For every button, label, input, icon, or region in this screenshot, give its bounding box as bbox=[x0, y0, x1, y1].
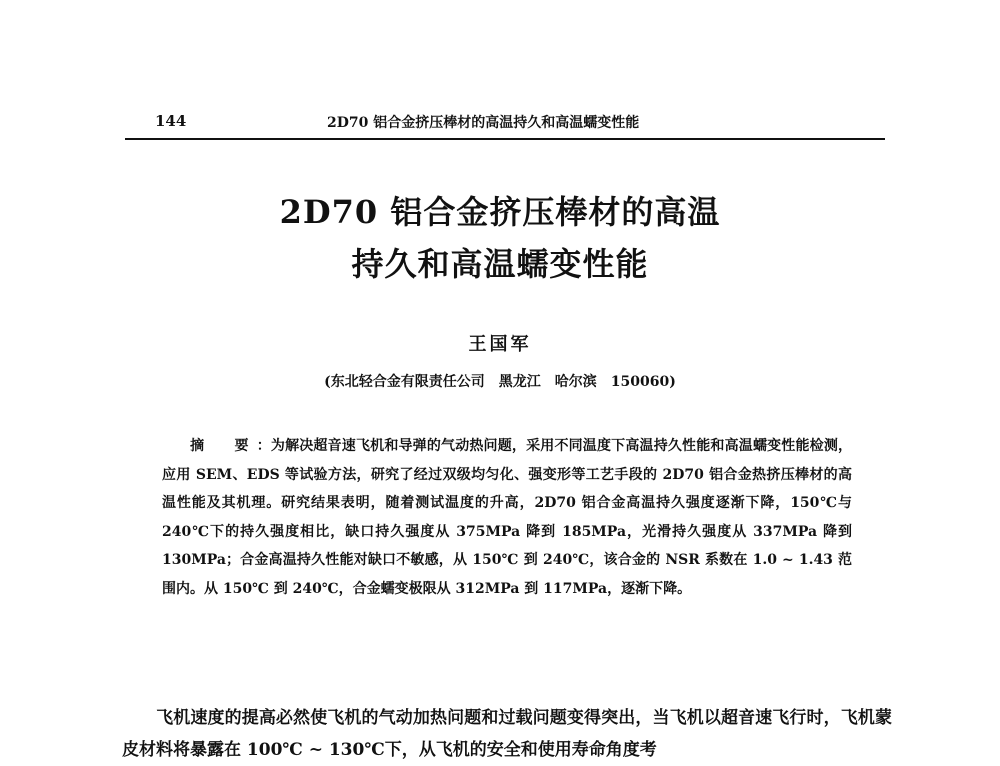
body-paragraph bbox=[122, 702, 892, 766]
title-line-1: 2D70 铝合金挤压棒材的高温 bbox=[279, 193, 721, 231]
body-paragraph-text: 飞机速度的提高必然使飞机的气动加热问题和过载问题变得突出，当飞机以超音速飞行时，飞机蒙皮材料将暴露在 100℃ ~ 130℃下，从飞机的安全和使用寿命角度考 bbox=[122, 708, 892, 760]
title-line-2: 持久和高温蠕变性能 bbox=[351, 245, 649, 283]
author-name: 王国军 bbox=[468, 334, 532, 355]
author-affiliation: (东北轻合金有限责任公司 黑龙江 哈尔滨 150060) bbox=[324, 374, 676, 390]
paper-title bbox=[0, 186, 1000, 290]
header-rule bbox=[125, 138, 885, 140]
page-number: 144 bbox=[155, 112, 187, 130]
abstract-text: ：为解决超音速飞机和导弹的气动热问题，采用不同温度下高温持久性能和高温蠕变性能检测，应用 SEM、EDS 等试验方法，研究了经过双级均匀化、强变形等工艺手段的 2D70 铝合金热挤压棒材的高温性能及其机理。研究结果表明，随着测试温度的升高，2D70 铝合金高温持久强度逐渐下降，150℃与 240℃下的持久强度相比，缺口持久强度从 375MPa 降到 185MPa，光滑持久强度从 337MPa 降到 130MPa；合金高温持久性能对缺口不敏感，从 150℃ 到 240℃，该合金的 NSR 系数在 1.0 ~ 1.43 范围内。从 150℃ 到 240℃，合金蠕变极限从 312MPa 到 117MPa，逐渐下降。 bbox=[162, 438, 853, 597]
running-title: 2D70 铝合金挤压棒材的高温持久和高温蠕变性能 bbox=[327, 115, 640, 131]
abstract bbox=[162, 432, 852, 604]
abstract-label: 摘 要 bbox=[190, 438, 257, 454]
running-header bbox=[125, 104, 885, 140]
